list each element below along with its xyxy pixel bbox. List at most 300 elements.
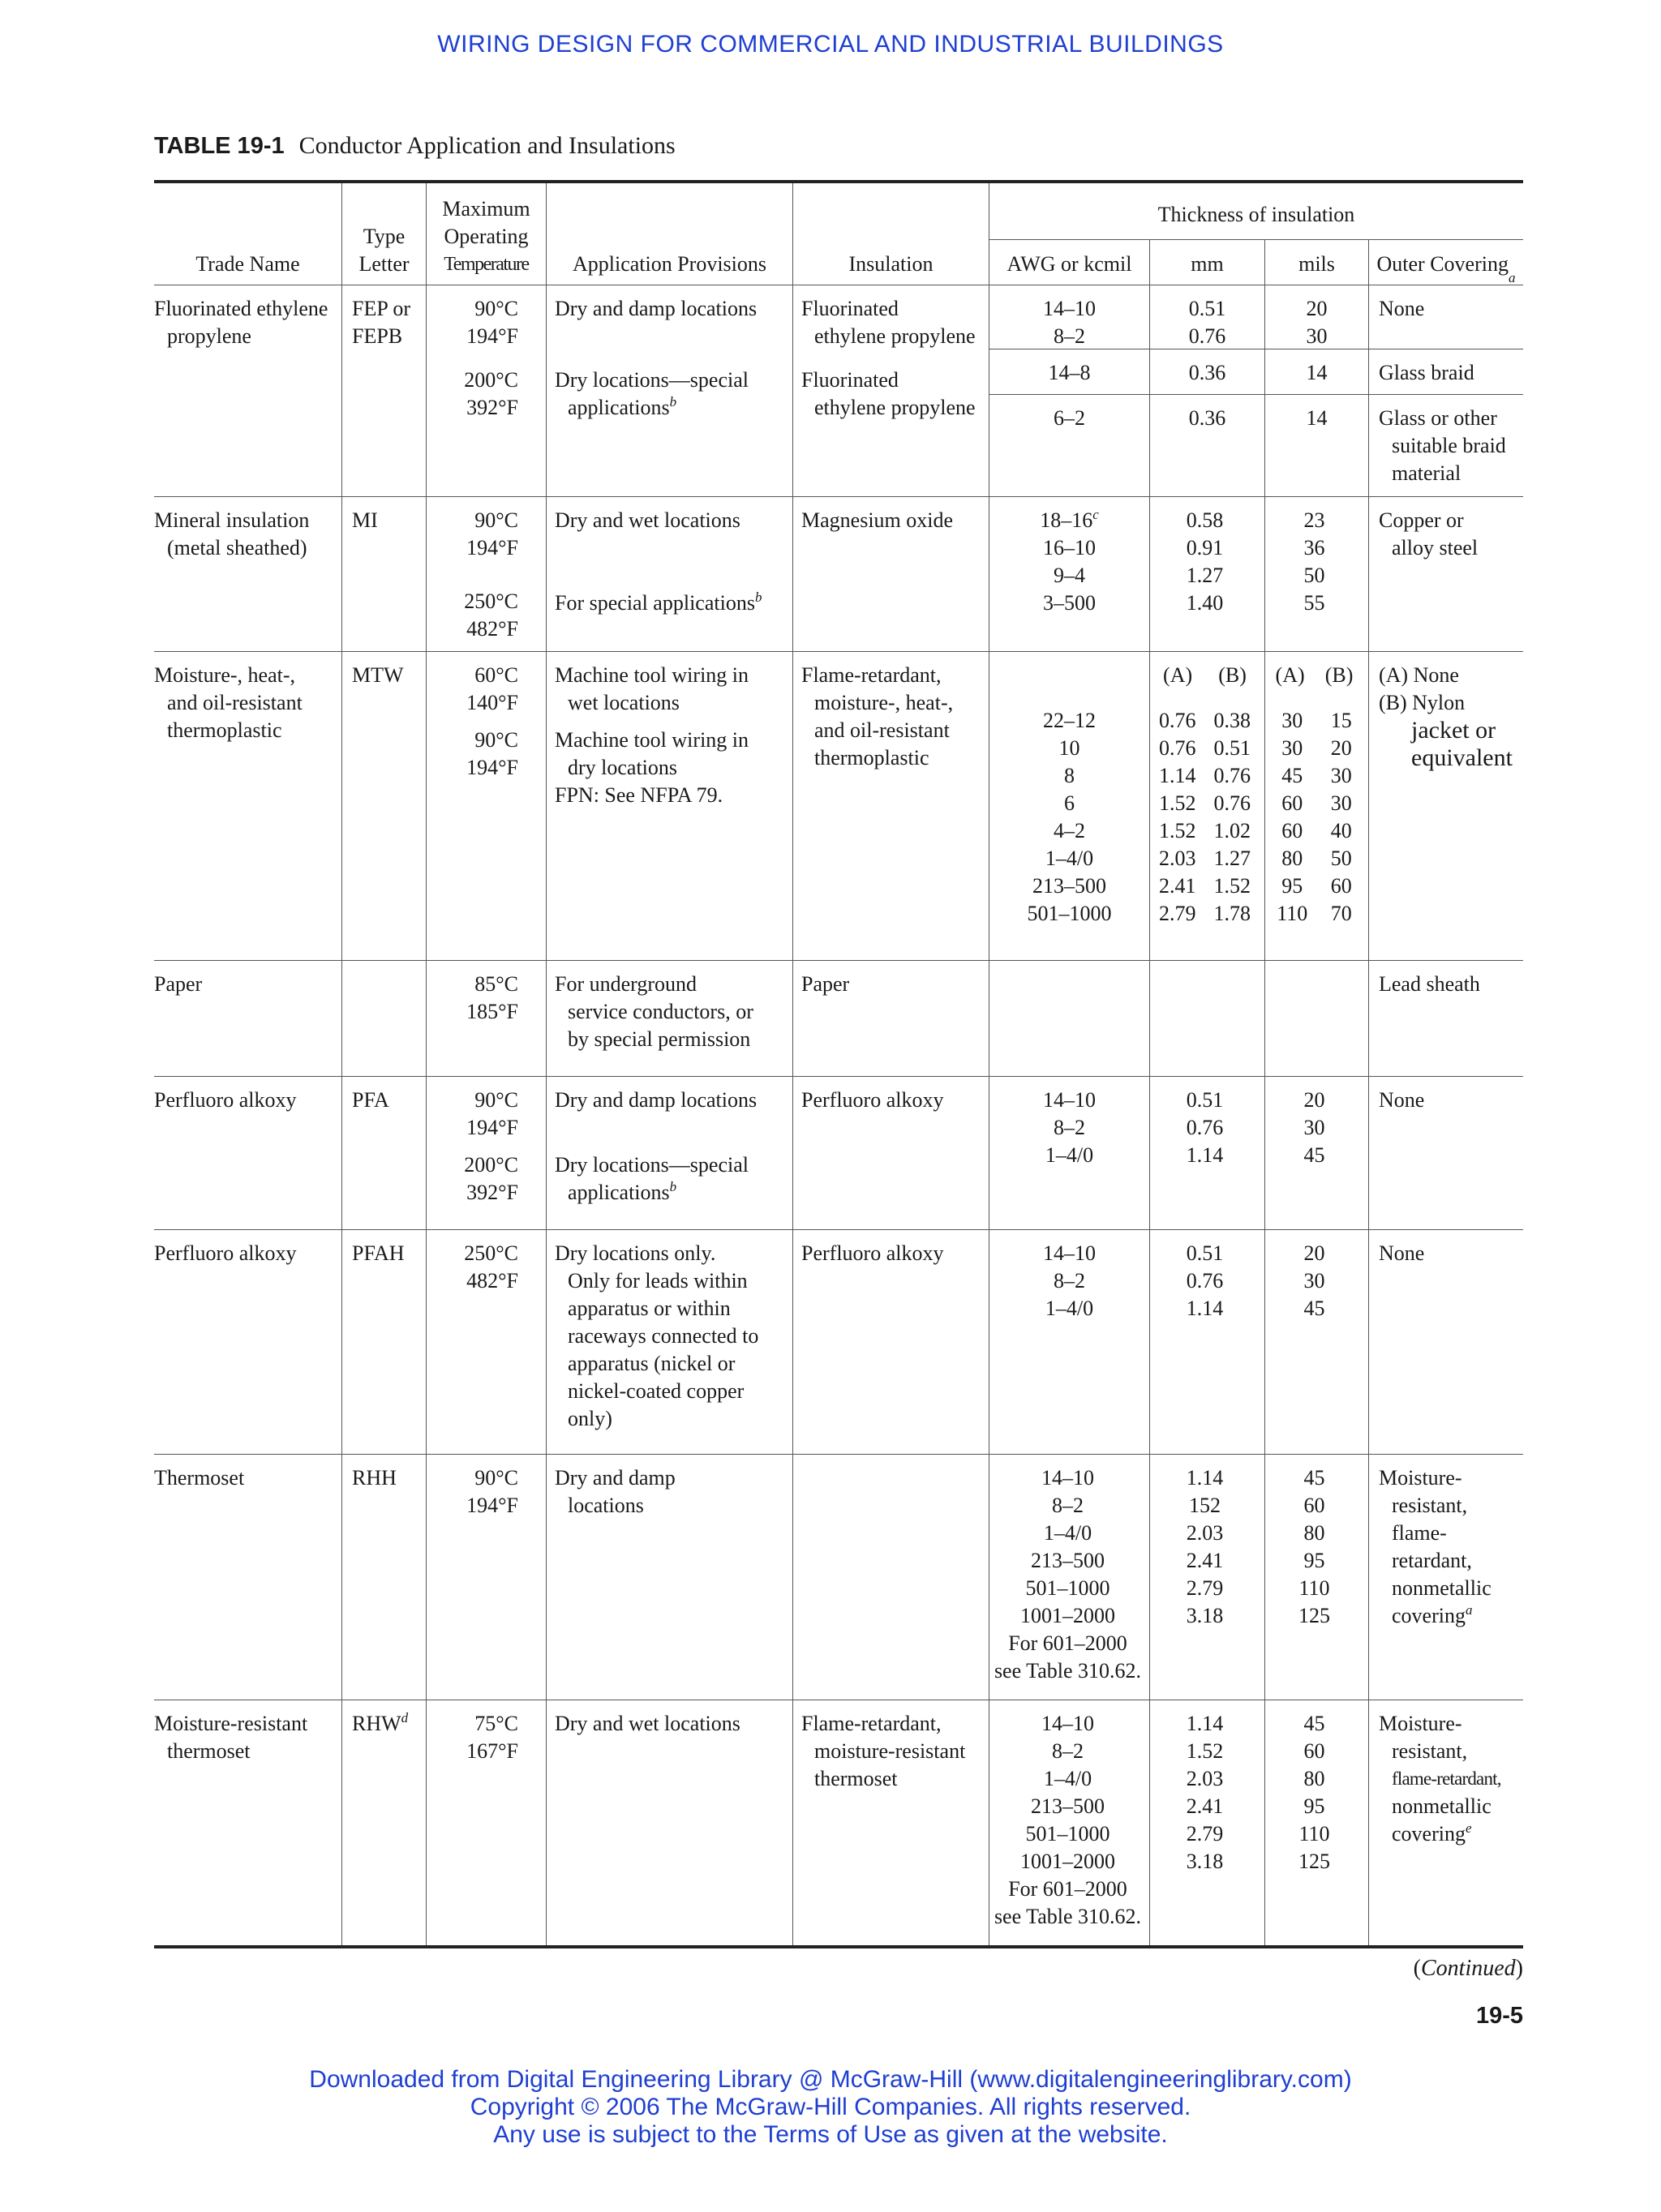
cell-application bbox=[547, 285, 793, 496]
mm-value: 0.76 bbox=[1188, 324, 1226, 348]
cell-outer-covering bbox=[1369, 1455, 1523, 1700]
insulation-line: Fluorinated bbox=[801, 297, 899, 320]
cell-insulation bbox=[793, 285, 989, 496]
temperature-value: 140°F bbox=[466, 691, 518, 714]
awg-value: 1–4/0 bbox=[1045, 847, 1094, 870]
trade-name-line: Paper bbox=[154, 972, 203, 996]
application-line: only) bbox=[568, 1407, 612, 1430]
cell-trade-name bbox=[154, 1700, 342, 1945]
mm-value: 0.76 bbox=[1159, 736, 1196, 760]
mm-value: 3.18 bbox=[1186, 1850, 1224, 1873]
cell-mm bbox=[1150, 1700, 1265, 1945]
cell-awg bbox=[989, 1077, 1150, 1229]
cell-mm bbox=[1150, 285, 1265, 496]
mils-value: 30 bbox=[1303, 1269, 1325, 1292]
label-b: (B) bbox=[1324, 663, 1354, 687]
temperature-value: 482°F bbox=[466, 617, 518, 641]
table-row-rhh bbox=[154, 1454, 1523, 1700]
cell-temperature bbox=[427, 285, 547, 496]
temperature-value: 185°F bbox=[466, 1000, 518, 1023]
mils-value: 55 bbox=[1303, 591, 1325, 615]
awg-value: 14–8 bbox=[1048, 361, 1091, 384]
application-line: Machine tool wiring in bbox=[555, 728, 749, 752]
cell-insulation bbox=[793, 1230, 989, 1454]
mm-value: 1.14 bbox=[1186, 1712, 1224, 1735]
mils-value: 40 bbox=[1330, 819, 1352, 842]
cell-type-letter bbox=[342, 1230, 427, 1454]
cell-insulation bbox=[793, 497, 989, 651]
awg-value: 10 bbox=[1058, 736, 1080, 760]
mils-value: 125 bbox=[1298, 1604, 1330, 1627]
type-letter-line: FEPB bbox=[352, 324, 403, 348]
temperature-value: 75°C bbox=[474, 1712, 518, 1735]
application-line: Dry and wet locations bbox=[555, 508, 740, 532]
awg-value: 8–2 bbox=[1054, 1269, 1085, 1292]
awg-value: 501–1000 bbox=[1025, 1576, 1110, 1600]
trade-name-line: Perfluoro alkoxy bbox=[154, 1088, 297, 1112]
awg-value: 14–10 bbox=[1041, 1712, 1094, 1735]
outer-covering-line: flame-retardant, bbox=[1392, 1768, 1501, 1789]
awg-value: For 601–2000 bbox=[1008, 1631, 1127, 1655]
application-line: apparatus (nickel or bbox=[568, 1352, 736, 1375]
header-type-line: Type bbox=[363, 225, 406, 248]
temperature-value: 194°F bbox=[466, 1116, 518, 1139]
application-line: For underground bbox=[555, 972, 697, 996]
awg-value: 14–10 bbox=[1043, 1241, 1096, 1265]
mm-value: 0.51 bbox=[1186, 1241, 1224, 1265]
insulation-line: ethylene propylene bbox=[814, 396, 976, 419]
table-caption bbox=[154, 132, 676, 160]
outer-covering-text: covering bbox=[1392, 1604, 1466, 1627]
application-line: Dry and damp bbox=[555, 1466, 676, 1490]
awg-value: 4–2 bbox=[1054, 819, 1085, 842]
temperature-value: 392°F bbox=[466, 396, 518, 419]
footnote-marker: c bbox=[1092, 507, 1099, 522]
mils-value: 70 bbox=[1330, 902, 1352, 925]
awg-value: 9–4 bbox=[1054, 564, 1085, 587]
cell-mils bbox=[1265, 652, 1369, 960]
header-max-temp bbox=[427, 183, 547, 285]
outer-covering-line: retardant, bbox=[1392, 1549, 1472, 1572]
mm-value: 0.51 bbox=[1186, 1088, 1224, 1112]
awg-value: 1001–2000 bbox=[1020, 1850, 1115, 1873]
mils-value: 20 bbox=[1303, 1241, 1325, 1265]
outer-covering-line: nonmetallic bbox=[1392, 1794, 1491, 1818]
outer-covering-line: None bbox=[1379, 1241, 1425, 1265]
header-mils bbox=[1265, 240, 1369, 285]
cell-mils bbox=[1265, 497, 1369, 651]
mils-value: 14 bbox=[1306, 361, 1328, 384]
insulation-line: Perfluoro alkoxy bbox=[801, 1241, 944, 1265]
header-application-text: Application Provisions bbox=[572, 252, 767, 276]
mils-value: 45 bbox=[1303, 1466, 1325, 1490]
header-trade-name bbox=[154, 183, 342, 285]
application-line: Dry locations—special bbox=[555, 368, 749, 392]
cell-temperature bbox=[427, 1230, 547, 1454]
application-line: by special permission bbox=[568, 1027, 751, 1051]
cell-mils bbox=[1265, 1455, 1369, 1700]
cell-trade-name bbox=[154, 1455, 342, 1700]
outer-covering-line: alloy steel bbox=[1392, 536, 1479, 559]
trade-name-line: Mineral insulation bbox=[154, 508, 310, 532]
outer-covering-line: suitable braid bbox=[1392, 434, 1506, 457]
application-line: Dry and damp locations bbox=[555, 1088, 758, 1112]
application-line: wet locations bbox=[568, 691, 680, 714]
outer-covering-line: Copper or bbox=[1379, 508, 1464, 532]
application-line: Dry and wet locations bbox=[555, 1712, 740, 1735]
awg-value: 8–2 bbox=[1054, 1116, 1085, 1139]
cell-temperature bbox=[427, 1700, 547, 1945]
awg-value: 6 bbox=[1064, 791, 1075, 815]
mils-value: 30 bbox=[1330, 791, 1352, 815]
application-line bbox=[555, 394, 788, 422]
mils-value: 15 bbox=[1330, 709, 1352, 732]
cell-outer-covering bbox=[1369, 497, 1523, 651]
temperature-value: 90°C bbox=[474, 508, 518, 532]
label-a: (A) bbox=[1275, 663, 1305, 687]
cell-trade-name bbox=[154, 1077, 342, 1229]
mm-value: 1.14 bbox=[1186, 1297, 1224, 1320]
mm-value: 0.91 bbox=[1186, 536, 1224, 559]
awg-value: 1001–2000 bbox=[1020, 1604, 1115, 1627]
temperature-value: 90°C bbox=[474, 1466, 518, 1490]
table-row-rhw bbox=[154, 1700, 1523, 1945]
mm-value: 3.18 bbox=[1186, 1604, 1224, 1627]
cell-trade-name bbox=[154, 961, 342, 1076]
temperature-value: 482°F bbox=[466, 1269, 518, 1292]
insulation-line: moisture-resistant bbox=[814, 1739, 966, 1763]
type-letter-line: FEP or bbox=[352, 297, 410, 320]
application-text: applications bbox=[568, 396, 670, 419]
awg-value: For 601–2000 bbox=[1008, 1877, 1127, 1901]
mils-columns bbox=[1265, 707, 1363, 928]
footnote-marker: e bbox=[1465, 1820, 1472, 1836]
mils-value: 110 bbox=[1298, 1576, 1330, 1600]
outer-covering-line: nonmetallic bbox=[1392, 1576, 1491, 1600]
trade-name-line: (metal sheathed) bbox=[167, 536, 307, 559]
mils-value: 30 bbox=[1281, 736, 1303, 760]
awg-value: 14–10 bbox=[1043, 1088, 1096, 1112]
footer-line: Copyright © 2006 The McGraw-Hill Companies. All rights reserved. bbox=[470, 2094, 1191, 2120]
header-operating-line: Operating bbox=[444, 225, 529, 248]
header-trade-name-text: Trade Name bbox=[195, 252, 300, 276]
mm-value: 0.58 bbox=[1186, 508, 1224, 532]
cell-type-letter bbox=[342, 497, 427, 651]
mils-value: 60 bbox=[1330, 874, 1352, 898]
cell-awg bbox=[989, 1230, 1150, 1454]
insulation-line: Magnesium oxide bbox=[801, 508, 954, 532]
mm-value: 0.76 bbox=[1186, 1269, 1224, 1292]
mm-value: 2.41 bbox=[1159, 874, 1196, 898]
cell-type-letter bbox=[342, 1077, 427, 1229]
type-letter-line: MI bbox=[352, 508, 378, 532]
page-number: 19-5 bbox=[1475, 2003, 1523, 2029]
mm-value: 2.41 bbox=[1186, 1794, 1224, 1818]
cell-mm bbox=[1150, 497, 1265, 651]
mils-b-list bbox=[1331, 707, 1352, 928]
footer-line: Any use is subject to the Terms of Use as given at the website. bbox=[493, 2121, 1168, 2148]
label-b: (B) bbox=[1218, 663, 1247, 687]
cell-mils bbox=[1265, 1077, 1369, 1229]
cell-insulation bbox=[793, 961, 989, 1076]
mils-value: 95 bbox=[1281, 874, 1303, 898]
mils-value: 20 bbox=[1330, 736, 1352, 760]
type-letter-line: RHH bbox=[352, 1466, 397, 1490]
mils-value: 30 bbox=[1306, 324, 1328, 348]
header-outer-text: Outer Covering bbox=[1376, 252, 1509, 276]
temperature-value: 90°C bbox=[474, 1088, 518, 1112]
footnote-marker: b bbox=[669, 394, 677, 409]
mils-value: 110 bbox=[1298, 1822, 1330, 1845]
mm-value: 0.36 bbox=[1188, 361, 1226, 384]
cell-mm bbox=[1150, 652, 1265, 960]
mils-value: 50 bbox=[1330, 847, 1352, 870]
mm-value: 2.79 bbox=[1159, 902, 1196, 925]
footnote-marker: d bbox=[401, 1710, 409, 1725]
header-application bbox=[547, 183, 793, 285]
type-letter-line: MTW bbox=[352, 663, 404, 687]
mm-value: 1.27 bbox=[1186, 564, 1224, 587]
mils-value: 80 bbox=[1281, 847, 1303, 870]
table-row-pfah bbox=[154, 1229, 1523, 1454]
header-insulation bbox=[793, 183, 989, 285]
conductor-table bbox=[154, 180, 1523, 1948]
header-mm bbox=[1150, 240, 1265, 285]
footer-line: Downloaded from Digital Engineering Library @ McGraw-Hill (www.digitalengineeringlibrary.com) bbox=[309, 2066, 1352, 2093]
mils-value: 30 bbox=[1303, 1116, 1325, 1139]
mm-value: 0.76 bbox=[1186, 1116, 1224, 1139]
outer-covering-line: material bbox=[1392, 461, 1461, 485]
awg-value: 22–12 bbox=[1043, 709, 1096, 732]
mils-value: 20 bbox=[1306, 297, 1328, 320]
mm-value: 0.38 bbox=[1213, 709, 1251, 732]
outer-covering-line: (B) Nylon bbox=[1379, 691, 1466, 714]
mm-value: 2.03 bbox=[1186, 1767, 1224, 1790]
temperature-value: 194°F bbox=[466, 536, 518, 559]
mils-value: 45 bbox=[1281, 764, 1303, 787]
table-row-mi bbox=[154, 496, 1523, 651]
type-letter-line: PFA bbox=[352, 1088, 389, 1112]
application-line: Dry and damp locations bbox=[555, 297, 758, 320]
outer-covering-line: flame- bbox=[1392, 1521, 1447, 1545]
cell-mils bbox=[1265, 1700, 1369, 1945]
mm-value: 0.51 bbox=[1188, 297, 1226, 320]
awg-value: 8–2 bbox=[1052, 1494, 1084, 1517]
cell-insulation bbox=[793, 1077, 989, 1229]
cell-type-letter bbox=[342, 652, 427, 960]
cell-temperature bbox=[427, 1455, 547, 1700]
mm-value: 1.14 bbox=[1159, 764, 1196, 787]
insulation-line: Fluorinated bbox=[801, 368, 899, 392]
outer-covering-line: Moisture- bbox=[1379, 1466, 1462, 1490]
mm-value: 152 bbox=[1189, 1494, 1221, 1517]
cell-trade-name bbox=[154, 652, 342, 960]
outer-covering-line: Glass or other bbox=[1379, 406, 1497, 430]
application-line: Only for leads within bbox=[568, 1269, 748, 1292]
cell-insulation bbox=[793, 1455, 989, 1700]
table-row-mtw bbox=[154, 651, 1523, 960]
temperature-value: 200°C bbox=[464, 368, 518, 392]
application-line: nickel-coated copper bbox=[568, 1379, 745, 1403]
mils-value: 45 bbox=[1303, 1712, 1325, 1735]
mm-value: 1.40 bbox=[1186, 591, 1224, 615]
mm-value: 0.36 bbox=[1188, 406, 1226, 430]
cell-type-letter bbox=[342, 1700, 427, 1945]
cell-type-letter bbox=[342, 1455, 427, 1700]
awg-value: 1–4/0 bbox=[1045, 1143, 1094, 1167]
cell-trade-name bbox=[154, 1230, 342, 1454]
header-awg bbox=[989, 240, 1150, 285]
header-maximum-line: Maximum bbox=[442, 197, 530, 221]
cell-mm bbox=[1150, 1077, 1265, 1229]
insulation-line: Perfluoro alkoxy bbox=[801, 1088, 944, 1112]
application-line: locations bbox=[568, 1494, 644, 1517]
type-letter-line: PFAH bbox=[352, 1241, 405, 1265]
cell-mils bbox=[1265, 961, 1369, 1076]
continued-note: (Continued) bbox=[1413, 1956, 1523, 1981]
mm-value: 1.52 bbox=[1159, 791, 1196, 815]
mils-value: 45 bbox=[1303, 1297, 1325, 1320]
insulation-line: moisture-, heat-, bbox=[814, 691, 954, 714]
mm-value: 1.14 bbox=[1186, 1466, 1224, 1490]
continued-text: Continued bbox=[1421, 1956, 1516, 1981]
cell-temperature bbox=[427, 652, 547, 960]
application-line: dry locations bbox=[568, 756, 678, 779]
application-text: applications bbox=[568, 1181, 670, 1204]
application-text: For special applications bbox=[555, 591, 755, 615]
cell-temperature bbox=[427, 1077, 547, 1229]
header-mils-text: mils bbox=[1298, 252, 1335, 276]
cell-outer-covering bbox=[1369, 1230, 1523, 1454]
mils-value: 60 bbox=[1303, 1739, 1325, 1763]
mils-value: 36 bbox=[1303, 536, 1325, 559]
cell-type-letter bbox=[342, 285, 427, 496]
mm-value: 2.41 bbox=[1186, 1549, 1224, 1572]
outer-covering-line bbox=[1379, 1602, 1518, 1630]
application-line: FPN: See NFPA 79. bbox=[555, 783, 723, 807]
cell-application bbox=[547, 652, 793, 960]
mils-value: 20 bbox=[1303, 1088, 1325, 1112]
mils-value: 60 bbox=[1303, 1494, 1325, 1517]
cell-application bbox=[547, 1077, 793, 1229]
application-line bbox=[555, 1179, 788, 1207]
application-line: raceways connected to bbox=[568, 1324, 759, 1348]
awg-value: see Table 310.62. bbox=[994, 1905, 1142, 1928]
cell-outer-covering bbox=[1369, 961, 1523, 1076]
outer-covering-line: resistant, bbox=[1392, 1494, 1468, 1517]
outer-covering-line: Glass braid bbox=[1379, 361, 1474, 384]
temperature-value: 85°C bbox=[474, 972, 518, 996]
temperature-value: 250°C bbox=[464, 589, 518, 613]
application-line: Machine tool wiring in bbox=[555, 663, 749, 687]
awg-value: 213–500 bbox=[1032, 874, 1106, 898]
application-line: service conductors, or bbox=[568, 1000, 753, 1023]
cell-awg bbox=[989, 1700, 1150, 1945]
cell-temperature bbox=[427, 497, 547, 651]
ab-labels bbox=[1265, 662, 1363, 689]
awg-value bbox=[989, 507, 1149, 534]
cell-mils bbox=[1265, 1230, 1369, 1454]
trade-name-line: Thermoset bbox=[154, 1466, 245, 1490]
awg-value: 8–2 bbox=[1052, 1739, 1084, 1763]
outer-covering-text: covering bbox=[1392, 1822, 1466, 1845]
mils-value: 60 bbox=[1281, 791, 1303, 815]
insulation-line: and oil-resistant bbox=[814, 718, 950, 742]
label-a: (A) bbox=[1163, 663, 1193, 687]
insulation-line: thermoset bbox=[814, 1767, 898, 1790]
awg-value: 501–1000 bbox=[1027, 902, 1112, 925]
mils-value: 110 bbox=[1277, 902, 1308, 925]
temperature-value: 194°F bbox=[466, 1494, 518, 1517]
trade-name-line: and oil-resistant bbox=[167, 691, 303, 714]
awg-value: 8–2 bbox=[1054, 324, 1085, 348]
outer-covering-line: None bbox=[1379, 1088, 1425, 1112]
mm-value: 1.02 bbox=[1213, 819, 1251, 842]
application-line: apparatus or within bbox=[568, 1297, 731, 1320]
cell-mm bbox=[1150, 1455, 1265, 1700]
footnote-marker: a bbox=[1465, 1602, 1473, 1618]
mm-value: 2.79 bbox=[1186, 1576, 1224, 1600]
mm-value: 1.78 bbox=[1213, 902, 1251, 925]
cell-awg bbox=[989, 1455, 1150, 1700]
mm-value: 2.03 bbox=[1159, 847, 1196, 870]
mm-value: 0.76 bbox=[1213, 764, 1251, 787]
trade-name-line: thermoset bbox=[167, 1739, 251, 1763]
mm-value: 1.52 bbox=[1186, 1739, 1224, 1763]
mils-value: 95 bbox=[1303, 1794, 1325, 1818]
cell-awg bbox=[989, 285, 1150, 496]
application-line bbox=[555, 589, 788, 617]
mm-value: 0.76 bbox=[1213, 791, 1251, 815]
header-thickness-title: Thickness of insulation bbox=[989, 183, 1523, 240]
awg-list bbox=[989, 707, 1149, 928]
mm-value: 0.76 bbox=[1159, 709, 1196, 732]
cell-mm bbox=[1150, 1230, 1265, 1454]
table-row-paper bbox=[154, 960, 1523, 1076]
cell-temperature bbox=[427, 961, 547, 1076]
outer-covering-line: resistant, bbox=[1392, 1739, 1468, 1763]
table-number: TABLE 19-1 bbox=[154, 133, 285, 159]
temperature-value: 392°F bbox=[466, 1181, 518, 1204]
cell-outer-covering bbox=[1369, 652, 1523, 960]
cell-application bbox=[547, 1455, 793, 1700]
footnote-marker: b bbox=[669, 1179, 677, 1194]
cell-application bbox=[547, 1700, 793, 1945]
table-title: Conductor Application and Insulations bbox=[298, 132, 676, 159]
awg-value: 1–4/0 bbox=[1045, 1297, 1094, 1320]
ab-labels bbox=[1150, 662, 1260, 689]
temperature-value: 90°C bbox=[474, 297, 518, 320]
mils-value: 80 bbox=[1303, 1767, 1325, 1790]
mils-value: 30 bbox=[1330, 764, 1352, 787]
footnote-marker: b bbox=[754, 589, 762, 605]
mm-value: 1.52 bbox=[1159, 819, 1196, 842]
insulation-line: Paper bbox=[801, 972, 850, 996]
outer-covering-line: equivalent bbox=[1411, 744, 1513, 771]
mils-a-list bbox=[1277, 707, 1307, 928]
awg-value: 3–500 bbox=[1043, 591, 1096, 615]
header-thickness-group bbox=[989, 183, 1523, 285]
cell-insulation bbox=[793, 652, 989, 960]
application-line: Dry locations—special bbox=[555, 1153, 749, 1177]
awg-value: 14–10 bbox=[1041, 1466, 1094, 1490]
mils-value: 30 bbox=[1281, 709, 1303, 732]
cell-outer-covering bbox=[1369, 1077, 1523, 1229]
awg-value: 1–4/0 bbox=[1043, 1767, 1092, 1790]
temperature-value: 200°C bbox=[464, 1153, 518, 1177]
temperature-value: 194°F bbox=[466, 756, 518, 779]
awg-value: 213–500 bbox=[1031, 1794, 1105, 1818]
